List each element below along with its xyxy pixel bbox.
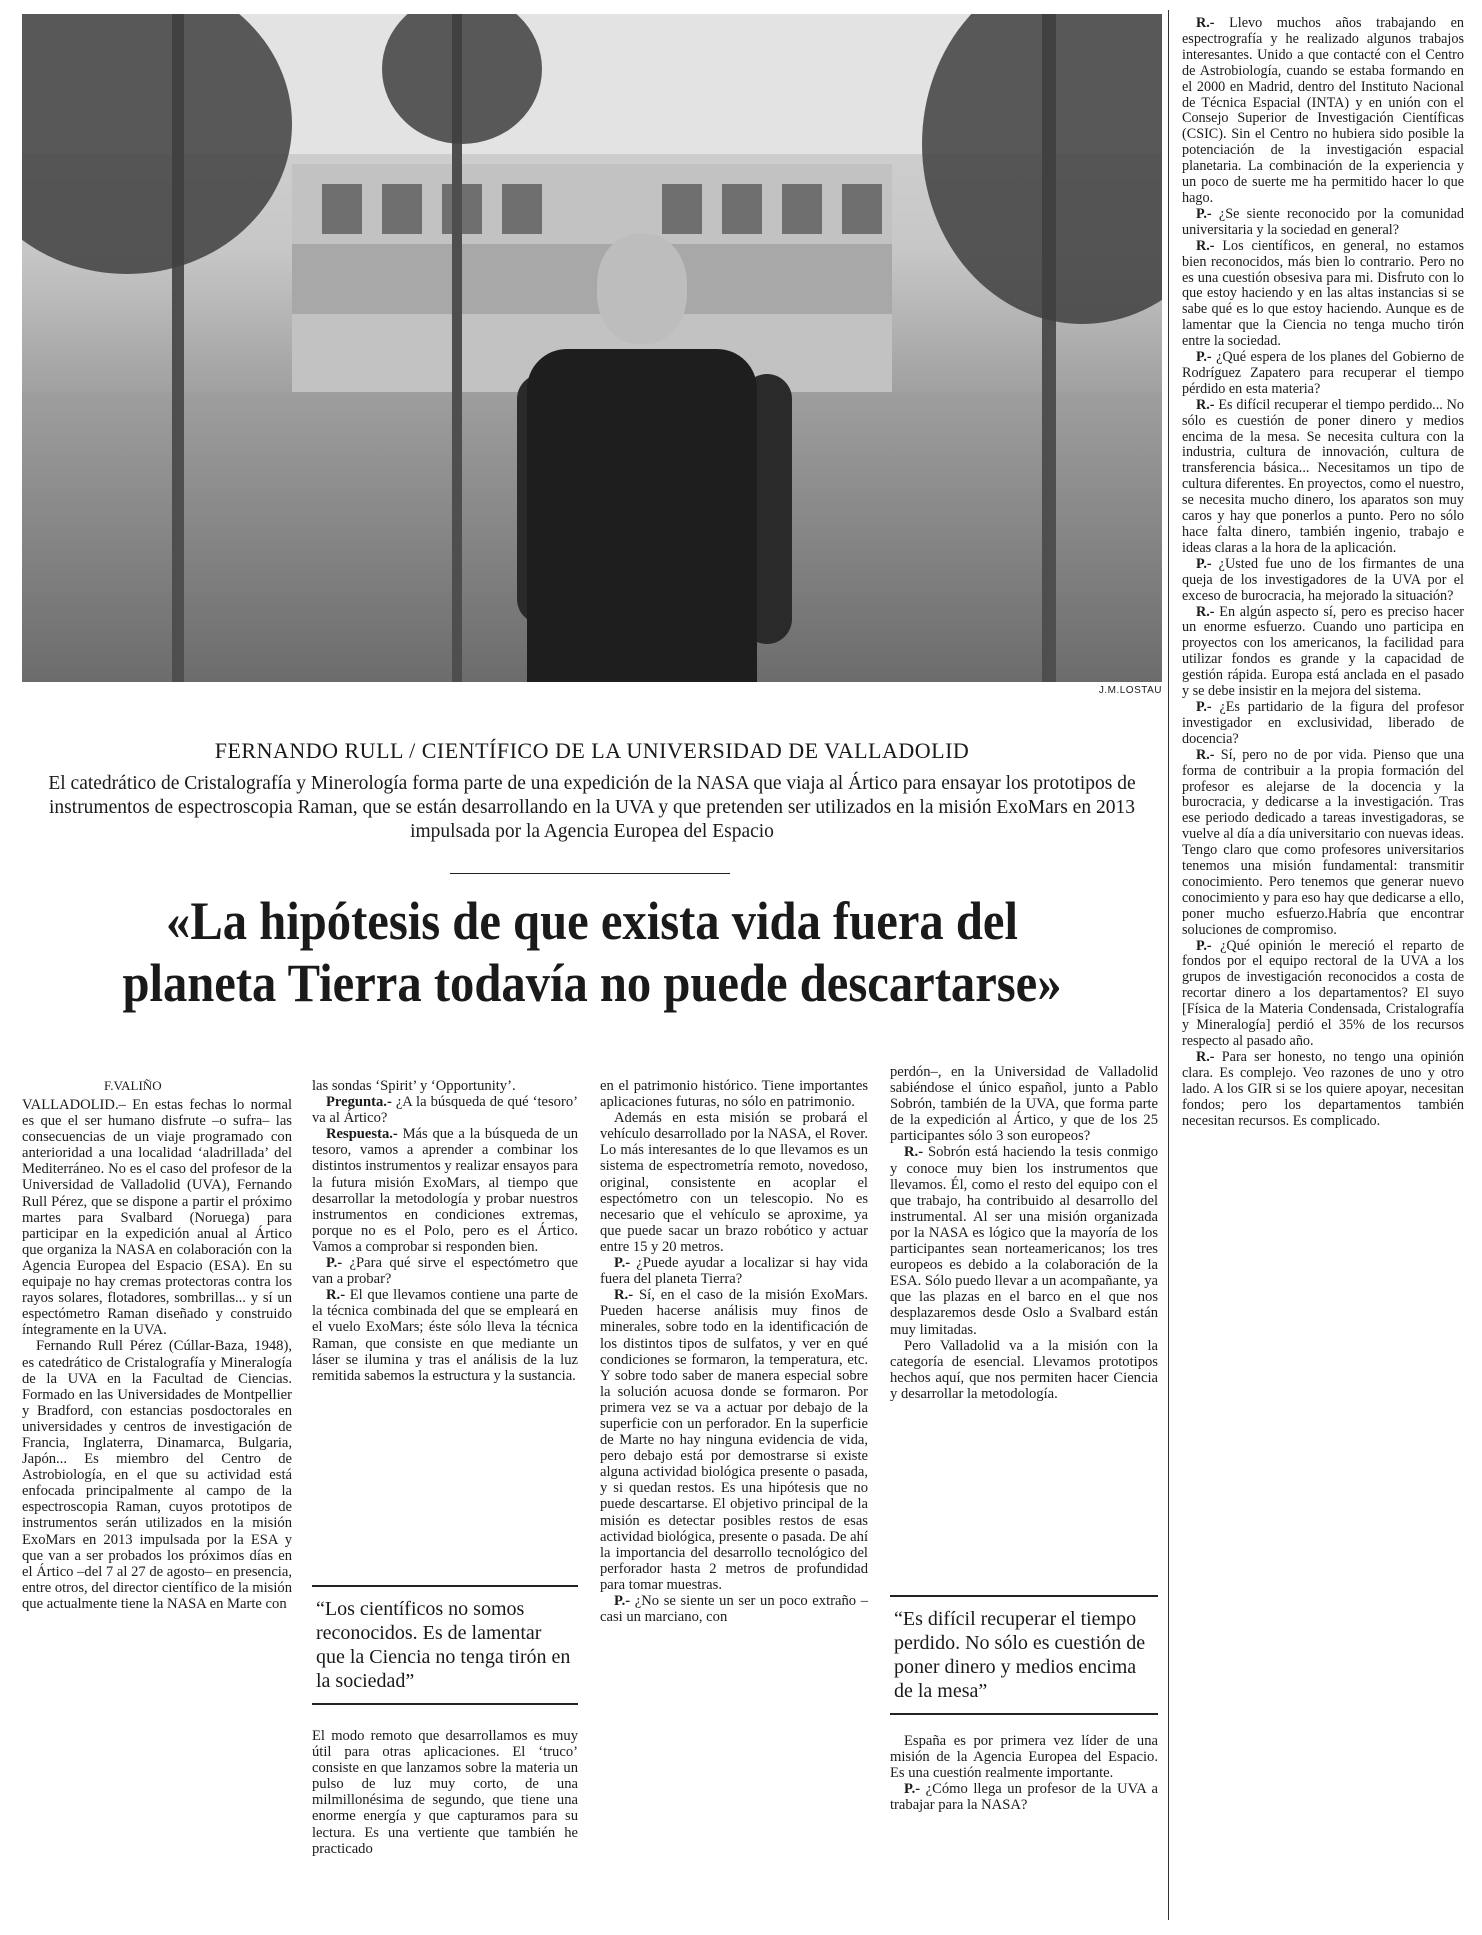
answer: Llevo muchos años trabajando en espectrografía y he realizado algunos trabajos interesantes. Unido a que contacté con el Centro de Astrobiología, cuando se estaba formando en el 2000 en Madrid, dentro del Instituto Nacional de Técnica Espacial (INTA) y en unión con el Consejo Superior de Investigación Científicas (CSIC). Sin el Centro no hubiera sido posible la potenciación de la investigación espacial planetaria. La combinación de la experiencia y un poco de suerte me ha permitido hacer lo que hago. (1182, 15, 1464, 206)
answer-label: R.- (1196, 396, 1215, 413)
answer: Es difícil recuperar el tiempo perdido... No sólo es cuestión de poner dinero y medios encima de la mesa. Se necesita cultura con la industria, cultura de innovación, cultura de transferencia básica... Necesitamos un tipo de cultura diferentes. En proyectos, como el nuestro, se necesita mucho dinero, los aparatos son muy caros y hay que ponerlos a punto. Pero no sólo hace falta dinero, también ingenio, trabajo e ideas claras a la hora de la aplicación. (1182, 396, 1464, 556)
question-label: P.- (1196, 349, 1212, 366)
lede: El catedrático de Cristalografía y Minerología forma parte de una expedición de la NASA que viaja al Ártico para ensayar los prototipos de instrumentos de espectroscopia Raman, que se están desarrollando en la UVA y que pretenden ser utilizados en la misión ExoMars en 2013 impulsada por la Agencia Europea del Espacio (48, 773, 1136, 842)
answer: En algún aspecto sí, pero es preciso hacer un enorme esfuerzo. Cuando uno participa en proyectos con los americanos, la facilidad para utilizar fondos es grande y la capacidad de gestión rápida. Europa está anclada en el pasado y se debe insistir en la mejora del sistema. (1182, 603, 1465, 700)
answer: El que llevamos contiene una parte de la técnica combinada del que se empleará en el vuelo ExoMars; éste sólo lleva la técnica Raman, que consiste en que mediante un láser se ilumina y tras el análisis de la luz remitida sabemos la estructura y la sustancia. (312, 1287, 578, 1384)
answer-label: R.- (1196, 746, 1215, 763)
photo-credit: J.M.LOSTAU (1098, 685, 1162, 696)
answer-label: R.- (1196, 237, 1215, 254)
question: ¿Para qué sirve el espectómetro que van a probar? (312, 1255, 578, 1288)
answer: Sobrón está haciendo la tesis conmigo y conoce muy bien los instrumentos que llevamos. Él, como el resto del equipo con el que trabajo, ha contribuido al desarrollo del instrumental. Al ser una misión organizada por la NASA es lógico que la mayoría de los participantes sean norteamericanos; los tres europeos es debido a la colaboración de la ESA. Sólo puedo llevar a un acompañante, ya que las plazas en el barco en el que nos desplazaremos desde Oslo a Svalbard están muy limitadas. (890, 1144, 1158, 1338)
kicker: FERNANDO RULL / CIENTÍFICO DE LA UNIVERSIDAD DE VALLADOLID (214, 738, 970, 763)
answer: Sí, pero no de por vida. Pienso que una forma de contribuir a la propia formación del profesor es alejarse de la docencia y la burocracia, y dedicarse a la investigación. Tras ese periodo dedicado a tareas investigadoras, se vuelve al día a día universitario con nuevas ideas. Tengo claro que como profesores universitarios tenemos una misión fundamental: transmitir conocimiento. Pero tenemos que generar nuevo conocimiento y para eso hay que dedicarse a ello, poner mucho esfuerzo.Habría que encontrar soluciones de compromiso. (1182, 746, 1465, 938)
answer: Más que a la búsqueda de un tesoro, vamos a aprender a combinar los distintos instrumentos y realizar ensayos para la futura misión ExoMars, al tiempo que desarrollar la metodología y probar nuestros instrumentos en condiciones extremas, porque no es el Polo, pero es el Ártico. Vamos a comprobar si responden bien. (312, 1126, 578, 1255)
question-label: P.- (614, 1255, 631, 1272)
question-label: P.- (1196, 937, 1212, 954)
answer: Sí, en el caso de la misión ExoMars. Pueden hacerse análisis muy finos de minerales, sobre todo en la identificación de los distintos tipos de sulfatos, y ver en qué condiciones se formaron, la temperatura, etc. Y sobre todo saber de manera especial sobre la solución acuosa donde se formaron. Por primera vez se va a actuar por debajo de la superficie con un perforador. En la superficie de Marte no hay ninguna evidencia de vida, pero debajo está por demostrarse si existe alguna actividad biológica presente o pasada, y si quedan restos. Es una hipótesis que no puede descartarse. El objetivo principal de la misión es detectar posibles restos de esas actividad biológica, presente o pasada. De ahí la importancia del desarrollo tecnológico del perforador hasta 2 metros de profundidad para tomar muestras. (600, 1287, 868, 1593)
pull-quote: “Los científicos no somos reconocidos. Es de lamentar que la Ciencia no tenga tirón en la sociedad” (312, 1585, 578, 1705)
paragraph: España es por primera vez líder de una misión de la Agencia Europea del Espacio. Es una cuestión realmente importante. (890, 1733, 1158, 1782)
question: ¿No se siente un ser un poco extraño –casi un marciano, con (600, 1593, 868, 1626)
answer: Para ser honesto, no tengo una opinión clara. Es complejo. Veo razones de uno y otro lado. A los GIR si se los quiere apoyar, necesitan fondos; pero los departamentos también necesitan recursos. Es complicado. (1182, 1048, 1465, 1129)
column-2 (312, 1078, 578, 1384)
paragraph: VALLADOLID.– En estas fechas lo normal es que el ser humano disfrute –o sufra– las consecuencias de un viaje programado con anterioridad a una localidad ‘aladrillada’ del Mediterráneo. No es el caso del profesor de la Universidad de Valladolid (UVA), Fernando Rull Pérez, que se dispone a partir el próximo martes para Svalbard (Noruega) para participar en la expedición anual al Ártico que organiza la NASA en colaboración con la Agencia Europea del Espacio (ESA). En su equipaje no hay cremas protectoras contra los rayos solares, flotadores, sombrillas... y sí un espectómetro Raman diseñado y construido íntegramente en la UVA. (22, 1097, 292, 1339)
question: ¿Qué opinión le mereció el reparto de fondos por el equipo rectoral de la UVA a los grupos de investigación reconocidos a costa de recortar dinero a los departamentos? El suyo [Física de la Materia Condensada, Cristalografía y Mineralogía] perdió el 35% de los recursos respecto al pasado año. (1182, 937, 1465, 1049)
headline-line-1: «La hipótesis de que exista vida fuera del (166, 891, 1018, 951)
answer-label: R.- (326, 1287, 346, 1304)
question-label: P.- (614, 1593, 631, 1609)
answer-label: R.- (1196, 603, 1215, 620)
question-label: P.- (1196, 698, 1212, 715)
headline (79, 890, 1105, 1014)
column-1 (22, 1097, 292, 1612)
question: ¿Usted fue uno de los firmantes de una queja de los investigadores de la UVA por el exceso de burocracia, ha mejorado la situación? (1182, 555, 1465, 604)
column-3 (600, 1078, 868, 1625)
question-label: P.- (1196, 205, 1212, 222)
paragraph: Pero Valladolid va a la misión con la categoría de esencial. Llevamos prototipos hechos aquí, que nos permiten hacer Ciencia y desarrollar la metodología. (890, 1337, 1158, 1402)
article-photo (22, 14, 1162, 682)
answer: Los científicos, en general, no estamos bien reconocidos, más bien lo contrario. Pero no es una cuestión obsesiva para mi. Disfruto con lo que estoy haciendo y en las altas instancias si se sabe qué es lo que estoy haciendo. Aunque es de lamentar que la Ciencia no tenga mucho tirón entre la sociedad. (1182, 237, 1464, 350)
question: ¿Cómo llega un profesor de la UVA a trabajar para la NASA? (890, 1781, 1158, 1814)
paragraph: Fernando Rull Pérez (Cúllar-Baza, 1948), es catedrático de Cristalografía y Mineralogía de la UVA en la Facultad de Ciencias. Formado en las Universidades de Montpellier y Bradford, con estancias posdoctorales en universidades y centros de investigación de Francia, Inglaterra, Dinamarca, Bulgaria, Japón... Es miembro del Centro de Astrobiología, en el que su actividad está enfocada principalmente al campo de la espectroscopia Raman, cuyos prototipos de instrumentos serán utilizados en la misión ExoMars en 2013 impulsada por la ESA y que van a ser probados los próximos días en el Ártico –del 7 al 27 de agosto– en presencia, entre otros, del director científico de la misión que actualmente tiene la NASA en Marte con (22, 1338, 292, 1612)
question-label: Pregunta.- (326, 1094, 392, 1111)
column-4-continued (890, 1733, 1158, 1813)
paragraph: perdón–, en la Universidad de Valladolid sabiéndose el único español, junto a Pablo Sobrón, también de la UVA, que forma parte de la expedición al Ártico, y que de los 25 participantes sólo 3 son europeos? (890, 1064, 1158, 1145)
question: ¿Es partidario de la figura del profesor investigador en exclusividad, liberado de docencia? (1182, 698, 1465, 747)
column-5 (1182, 16, 1464, 1129)
answer-label: Respuesta.- (326, 1126, 398, 1143)
answer-label: R.- (614, 1287, 634, 1304)
column-4 (890, 1064, 1158, 1402)
paragraph: en el patrimonio histórico. Tiene importantes aplicaciones futuras, no sólo en patrimonio. (600, 1078, 868, 1111)
answer-label: R.- (1196, 15, 1215, 31)
question-label: P.- (1196, 555, 1212, 572)
question-label: P.- (326, 1255, 343, 1272)
byline: F.VALIÑO (104, 1078, 162, 1093)
question: ¿A la búsqueda de qué ‘tesoro’ va al Ártico? (312, 1094, 578, 1127)
question: ¿Se siente reconocido por la comunidad universitaria y la sociedad en general? (1182, 205, 1465, 238)
paragraph: las sondas ‘Spirit’ y ‘Opportunity’. (312, 1078, 516, 1094)
paragraph: El modo remoto que desarrollamos es muy útil para otras aplicaciones. El ‘truco’ consiste en que lanzamos sobre la materia un pulso de luz muy corto, de una milmillonésima de segundo, que tiene una enorme energía y que capturamos para su lectura. Es una vertiente que también he practicado (312, 1728, 578, 1857)
headline-line-2: planeta Tierra todavía no puede descartarse» (122, 953, 1062, 1013)
column-divider (1168, 10, 1169, 1920)
answer-label: R.- (1196, 1048, 1215, 1065)
question: ¿Puede ayudar a localizar si hay vida fuera del planeta Tierra? (600, 1255, 868, 1288)
column-2-continued (312, 1728, 578, 1857)
answer-label: R.- (904, 1144, 924, 1161)
divider (450, 873, 730, 874)
question-label: P.- (904, 1781, 921, 1798)
pull-quote: “Es difícil recuperar el tiempo perdido. No sólo es cuestión de poner dinero y medios encima de la mesa” (890, 1595, 1158, 1715)
question: ¿Qué espera de los planes del Gobierno de Rodríguez Zapatero para recuperar el tiempo pérdido en esta materia? (1182, 349, 1465, 397)
paragraph: Además en esta misión se probará el vehículo desarrollado por la NASA, el Rover. Lo más interesantes de lo que llevamos es un sistema de espectrometría remoto, novedoso, original, consistente en acoplar el espectómetro con un telescopio. No es necesario que el vehículo se aproxime, ya que puede sacar un brazo robótico y actuar entre 15 y 20 metros. (600, 1110, 868, 1255)
